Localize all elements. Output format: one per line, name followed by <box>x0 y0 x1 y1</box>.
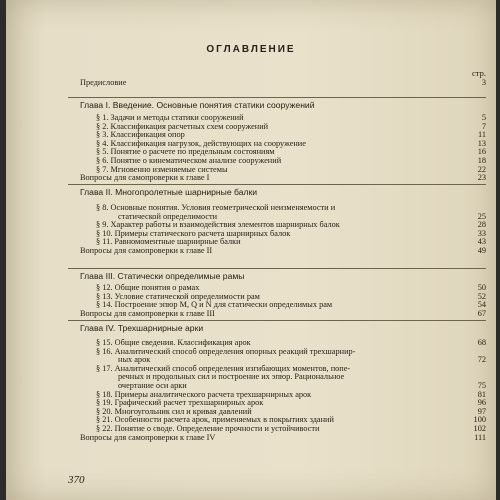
toc-page-number: 68 <box>477 338 486 347</box>
toc-entry: § 7. Мгновенно изменяемые системы <box>96 164 228 174</box>
toc-entry: § 1. Задачи и методы статики сооружений <box>96 113 244 122</box>
toc-entry: § 19. Графический расчет трехшарнирных арок <box>96 398 264 408</box>
toc-page-number: 97 <box>477 406 486 416</box>
chapter-divider <box>68 320 486 321</box>
book-page <box>6 0 496 500</box>
toc-page-number: 28 <box>477 220 486 230</box>
toc-page-number: 7 <box>481 121 486 131</box>
toc-page-number: 111 <box>474 432 486 442</box>
toc-entry: § 20. Многоугольник сил и кривая давлений <box>96 406 252 416</box>
toc-page-number: 13 <box>477 138 486 148</box>
toc-entry: § 18. Примеры аналитического расчета трехшарнирных арок <box>96 389 312 399</box>
toc-entry: § 4. Классификация нагрузок, действующих на сооружение <box>96 138 306 148</box>
page-title: ОГЛАВЛЕНИЕ <box>206 44 296 55</box>
toc-entry: статической определимости <box>118 211 218 221</box>
preface-page: 3 <box>481 78 486 87</box>
toc-page-number: 50 <box>477 283 486 292</box>
chapter-heading: Глава I. Введение. Основные понятия статики сооружений <box>80 100 315 110</box>
toc-entry: § 16. Аналитический способ определения опорных реакций трехшарнир- <box>96 346 356 356</box>
toc-page-number: 25 <box>477 211 486 221</box>
chapter-divider <box>68 268 486 269</box>
review-questions-entry: Вопросы для самопроверки к главе IV <box>80 432 216 442</box>
toc-entry: § 2. Классификация расчетных схем сооружений <box>96 121 269 131</box>
toc-page-number: 81 <box>477 389 486 399</box>
chapter-divider <box>68 97 486 98</box>
toc-page-number: 16 <box>477 147 486 157</box>
toc-page-number: 96 <box>477 398 486 408</box>
toc-page-number: 100 <box>473 415 486 425</box>
toc-entry: § 12. Общие понятия о рамах <box>96 283 200 292</box>
toc-entry: § 17. Аналитический способ определения изгибающих моментов, попе- <box>96 363 351 373</box>
toc-page-number: 11 <box>478 130 486 140</box>
toc-entry: § 21. Особенности расчета арок, применяемых в покрытиях зданий <box>96 415 334 425</box>
toc-page-number: 49 <box>477 246 486 255</box>
toc-entry: речных и продольных сил и построение их эпюр. Рациональное <box>118 372 345 382</box>
toc-entry: § 14. Построение эпюр M, Q и N для статически определимых рам <box>96 300 333 310</box>
toc-entry: § 15. Общие сведения. Классификация арок <box>96 338 251 347</box>
toc-entry: очертание оси арки <box>118 381 187 390</box>
toc-page-number: 67 <box>477 308 486 318</box>
toc-entry: § 6. Понятие о кинематическом анализе сооружений <box>96 156 282 165</box>
toc-page-number: 72 <box>477 355 486 365</box>
toc-page-number: 22 <box>477 164 486 174</box>
toc-entry: § 9. Характер работы и взаимодействия элементов шарнирных балок <box>96 220 340 230</box>
toc-entry: § 22. Понятие о своде. Определение прочности и устойчивости <box>96 424 320 433</box>
toc-page-number: 23 <box>477 173 486 183</box>
toc-page-number: 5 <box>481 113 486 122</box>
toc-page-number: 18 <box>477 156 486 165</box>
toc-page-number: 75 <box>477 381 486 390</box>
chapter-heading: Глава II. Многопролетные шарнирные балки <box>80 187 258 197</box>
review-questions-entry: Вопросы для самопроверки к главе III <box>80 308 215 318</box>
toc-page-number: 54 <box>477 300 486 310</box>
toc-page-number: 43 <box>477 237 486 247</box>
review-questions-entry: Вопросы для самопроверки к главе I <box>80 173 210 183</box>
toc-page-number: 33 <box>477 228 486 238</box>
chapter-divider <box>68 184 486 185</box>
toc-page-number: 102 <box>473 424 486 433</box>
toc-entry: § 11. Равномоментные шарнирные балки <box>96 237 241 247</box>
toc-page-number: 52 <box>477 291 486 301</box>
chapter-heading: Глава IV. Трехшарнирные арки <box>80 323 204 333</box>
toc-entry: § 10. Примеры статического расчета шарнирных балок <box>96 228 291 238</box>
chapter-heading: Глава III. Статически определимые рамы <box>80 271 245 281</box>
preface-label: Предисловие <box>80 78 127 87</box>
page-number: 370 <box>68 474 85 486</box>
toc-entry: § 3. Классификация опор <box>96 130 185 140</box>
toc-entry: § 8. Основные понятия. Условия геометрической неизменяемости и <box>96 203 336 212</box>
page-column-header: стр. <box>472 68 486 78</box>
review-questions-entry: Вопросы для самопроверки к главе II <box>80 246 213 255</box>
toc-entry: § 5. Понятие о расчете по предельным состояниям <box>96 147 275 157</box>
toc-entry: ных арок <box>118 355 151 365</box>
toc-entry: § 13. Условие статической определимости рам <box>96 291 260 301</box>
